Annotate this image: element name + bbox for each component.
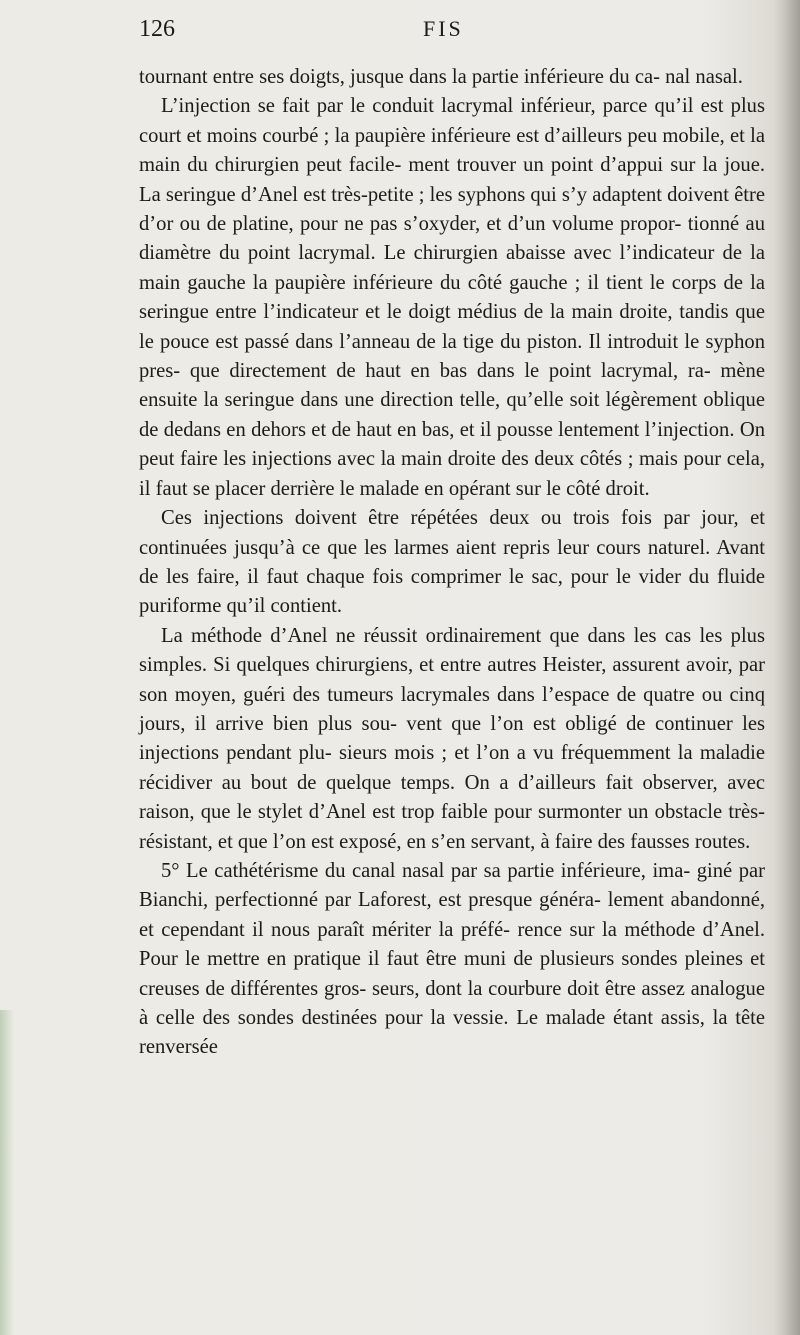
running-title: FIS (423, 16, 464, 41)
paragraph: 5° Le cathétérisme du canal nasal par sa partie inférieure, ima- giné par Bianchi, perfectionné par Laforest, est presque généra- lement abandonné, et cependant il nous paraît mériter la préfé- rence sur la méthode d’Anel. Pour le mettre en pratique il faut être muni de plusieurs sondes pleines et creuses de différentes gros- seurs, dont la courbure doit être assez analogue à celle des sondes destinées pour la vessie. Le malade étant assis, la tête renversée (139, 859, 765, 1059)
paragraph: Ces injections doivent être répétées deux ou trois fois par jour, et continuées jusqu’à ce que les larmes aient repris leur cours naturel. Avant de les faire, il faut chaque fois comprimer le sac, pour le vider du fluide puriforme qu’il contient. (139, 507, 765, 618)
paragraph: La méthode d’Anel ne réussit ordinairement que dans les cas les plus simples. Si quelques chirurgiens, et entre autres Heister, assurent avoir, par son moyen, guéri des tumeurs lacrymales dans l’espace de quatre ou cinq jours, il arrive bien plus sou- vent que l’on est obligé de continuer les injections pendant plu- sieurs mois ; et l’on a vu fréquemment la maladie récidiver au bout de quelque temps. On a d’ailleurs fait observer, avec raison, que le stylet d’Anel est trop faible pour surmonter un obstacle très-résistant, et que l’on est exposé, en s’en servant, à faire des fausses routes. (139, 624, 765, 853)
page-number: 126 (139, 16, 175, 42)
paragraph: L’injection se fait par le conduit lacrymal inférieur, parce qu’il est plus court et moins courbé ; la paupière inférieure est d’ailleurs peu mobile, et la main du chirurgien peut facile- ment trouver un point d’appui sur la joue. La seringue d’Anel est très-petite ; les syphons qui s’y adaptent doivent être d’or ou de platine, pour ne pas s’oxyder, et d’un volume propor- tionné au diamètre du point lacrymal. Le chirurgien abaisse avec l’indicateur de la main gauche la paupière inférieure du côté gauche ; il tient le corps de la seringue entre l’indicateur et le doigt médius de la main droite, tandis que le pouce est passé dans l’anneau de la tige du piston. Il introduit le syphon pres- que directement de haut en bas dans le point lacrymal, ra- mène ensuite la seringue dans une direction telle, qu’elle soit légèrement oblique de dedans en dehors et de haut en bas, et il pousse lentement l’injection. On peut faire les injections avec la main droite des deux côtés ; mais pour cela, il faut se placer derrière le malade en opérant sur le côté droit. (139, 95, 765, 500)
binding-edge (774, 0, 800, 1335)
body-text (139, 63, 765, 1063)
page-header (139, 16, 759, 52)
paragraph: tournant entre ses doigts, jusque dans la partie inférieure du ca- nal nasal. (139, 66, 743, 88)
page-edge-shadow (0, 1010, 14, 1335)
